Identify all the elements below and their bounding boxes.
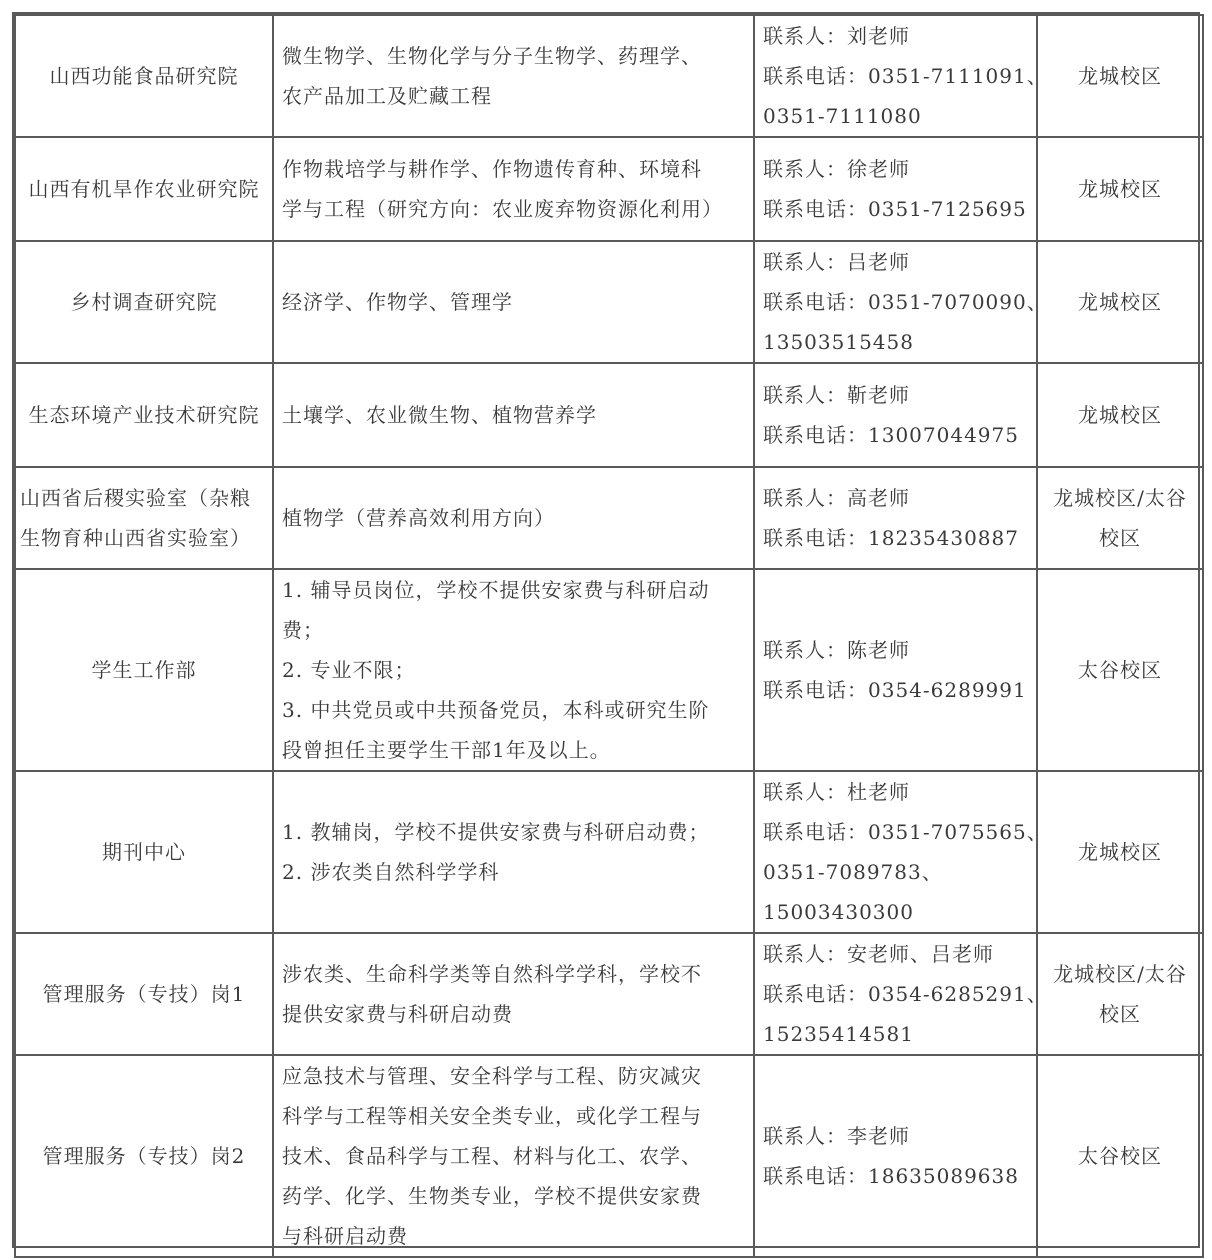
recruitment-table — [14, 14, 1204, 1258]
contact-line: 联系人：安老师、吕老师 — [763, 942, 994, 966]
major-line: 药学、化学、生物类专业，学校不提供安家费 — [282, 1184, 702, 1208]
contact-line: 联系电话：0351-7125695 — [763, 197, 1027, 221]
unit-cell — [15, 241, 273, 363]
table-row — [15, 933, 1203, 1055]
unit-cell — [15, 467, 273, 569]
campus-name: 龙城校区/太谷校区 — [1053, 486, 1187, 550]
contact-line: 联系人：杜老师 — [763, 780, 910, 804]
table-row — [15, 363, 1203, 467]
major-line: 3. 中共党员或中共预备党员，本科或研究生阶 — [282, 698, 710, 722]
unit-cell — [15, 15, 273, 137]
campus-name: 太谷校区 — [1078, 658, 1162, 682]
major-line: 学与工程（研究方向：农业废弃物资源化利用） — [282, 197, 723, 221]
unit-name: 生态环境产业技术研究院 — [28, 403, 260, 427]
major-cell — [273, 137, 754, 241]
table-row — [15, 569, 1203, 771]
major-cell — [273, 771, 754, 933]
major-line: 应急技术与管理、安全科学与工程、防灾减灾 — [282, 1064, 702, 1088]
table-row — [15, 467, 1203, 569]
campus-name: 龙城校区/太谷校区 — [1053, 962, 1187, 1026]
contact-line: 联系电话：0351-7075565、 — [763, 820, 1048, 844]
table-row — [15, 15, 1203, 137]
major-cell — [273, 467, 754, 569]
campus-name: 龙城校区 — [1078, 64, 1162, 88]
contact-cell — [754, 15, 1048, 137]
campus-cell — [1037, 137, 1203, 241]
contact-line: 联系人：靳老师 — [763, 383, 910, 407]
unit-name: 乡村调查研究院 — [70, 290, 218, 314]
campus-name: 龙城校区 — [1078, 177, 1162, 201]
unit-name: 山西功能食品研究院 — [49, 64, 239, 88]
contact-line: 联系电话：18235430887 — [763, 526, 1019, 550]
table-body — [15, 15, 1203, 1257]
campus-cell — [1037, 771, 1203, 933]
major-line: 涉农类、生命科学类等自然科学学科，学校不 — [282, 962, 702, 986]
recruitment-table-sheet — [12, 12, 1200, 1248]
major-line: 科学与工程等相关安全类专业，或化学工程与 — [282, 1104, 702, 1128]
major-cell — [273, 363, 754, 467]
contact-cell — [754, 569, 1037, 771]
campus-cell — [1037, 1055, 1203, 1257]
major-line: 费； — [282, 618, 324, 642]
major-line: 提供安家费与科研启动费 — [282, 1002, 513, 1026]
major-line: 段曾担任主要学生干部1年及以上。 — [282, 738, 611, 762]
contact-line: 联系电话：0354-6285291、 — [763, 982, 1048, 1006]
major-line: 土壤学、农业微生物、植物营养学 — [282, 403, 597, 427]
contact-cell — [754, 1055, 1037, 1257]
major-line: 植物学（营养高效利用方向） — [282, 506, 555, 530]
table-row — [15, 241, 1203, 363]
contact-line: 联系人：吕老师 — [763, 250, 910, 274]
unit-name: 学生工作部 — [91, 658, 197, 682]
unit-name: 管理服务（专技）岗1 — [42, 982, 246, 1006]
unit-name: 山西有机旱作农业研究院 — [28, 177, 260, 201]
major-cell — [273, 241, 754, 363]
campus-cell — [1037, 363, 1203, 467]
table-row — [15, 771, 1203, 933]
contact-line: 联系电话：0354-6289991 — [763, 678, 1027, 702]
major-line: 1. 教辅岗，学校不提供安家费与科研启动费； — [282, 820, 710, 844]
major-line: 作物栽培学与耕作学、作物遗传育种、环境科 — [282, 157, 702, 181]
contact-line: 联系人：陈老师 — [763, 638, 910, 662]
campus-cell — [1037, 933, 1203, 1055]
campus-name: 龙城校区 — [1078, 840, 1162, 864]
contact-cell — [754, 363, 1037, 467]
unit-cell — [15, 771, 273, 933]
contact-line: 联系电话：13007044975 — [763, 423, 1019, 447]
contact-line: 15003430300 — [763, 900, 914, 924]
unit-name: 管理服务（专技）岗2 — [42, 1144, 246, 1168]
campus-name: 太谷校区 — [1078, 1144, 1162, 1168]
major-cell — [273, 15, 754, 137]
major-line: 技术、食品科学与工程、材料与化工、农学、 — [282, 1144, 702, 1168]
unit-name: 山西省后稷实验室（杂粮生物育种山西省实验室） — [20, 486, 251, 550]
major-line: 微生物学、生物化学与分子生物学、药理学、 — [282, 44, 702, 68]
unit-cell — [15, 1055, 273, 1257]
contact-cell — [754, 771, 1048, 933]
contact-cell — [754, 467, 1037, 569]
unit-cell — [15, 569, 273, 771]
major-line: 与科研启动费 — [282, 1224, 408, 1248]
contact-line: 联系人：高老师 — [763, 486, 910, 510]
major-cell — [273, 569, 754, 771]
contact-cell — [754, 241, 1048, 363]
contact-line: 联系电话：18635089638 — [763, 1164, 1019, 1188]
contact-line: 联系人：李老师 — [763, 1124, 910, 1148]
contact-cell — [754, 933, 1048, 1055]
campus-name: 龙城校区 — [1078, 290, 1162, 314]
contact-cell — [754, 137, 1037, 241]
campus-cell — [1037, 15, 1203, 137]
unit-cell — [15, 363, 273, 467]
major-line: 经济学、作物学、管理学 — [282, 290, 513, 314]
campus-cell — [1037, 467, 1203, 569]
contact-line: 13503515458 — [763, 330, 914, 354]
major-line: 农产品加工及贮藏工程 — [282, 84, 492, 108]
table-row — [15, 137, 1203, 241]
contact-line: 0351-7089783、 — [763, 860, 943, 884]
contact-line: 联系人：徐老师 — [763, 157, 910, 181]
campus-cell — [1037, 241, 1203, 363]
major-line: 2. 专业不限； — [282, 658, 416, 682]
major-cell — [273, 1055, 754, 1257]
contact-line: 联系电话：0351-7070090、 — [763, 290, 1048, 314]
contact-line: 联系人：刘老师 — [763, 24, 910, 48]
campus-cell — [1037, 569, 1203, 771]
unit-name: 期刊中心 — [102, 840, 186, 864]
unit-cell — [15, 137, 273, 241]
major-line: 1. 辅导员岗位，学校不提供安家费与科研启动 — [282, 578, 710, 602]
contact-line: 0351-7111080 — [763, 104, 922, 128]
major-line: 2. 涉农类自然科学学科 — [282, 860, 500, 884]
contact-line: 联系电话：0351-7111091、 — [763, 64, 1048, 88]
major-cell — [273, 933, 754, 1055]
unit-cell — [15, 933, 273, 1055]
table-row — [15, 1055, 1203, 1257]
contact-line: 15235414581 — [763, 1022, 914, 1046]
campus-name: 龙城校区 — [1078, 403, 1162, 427]
